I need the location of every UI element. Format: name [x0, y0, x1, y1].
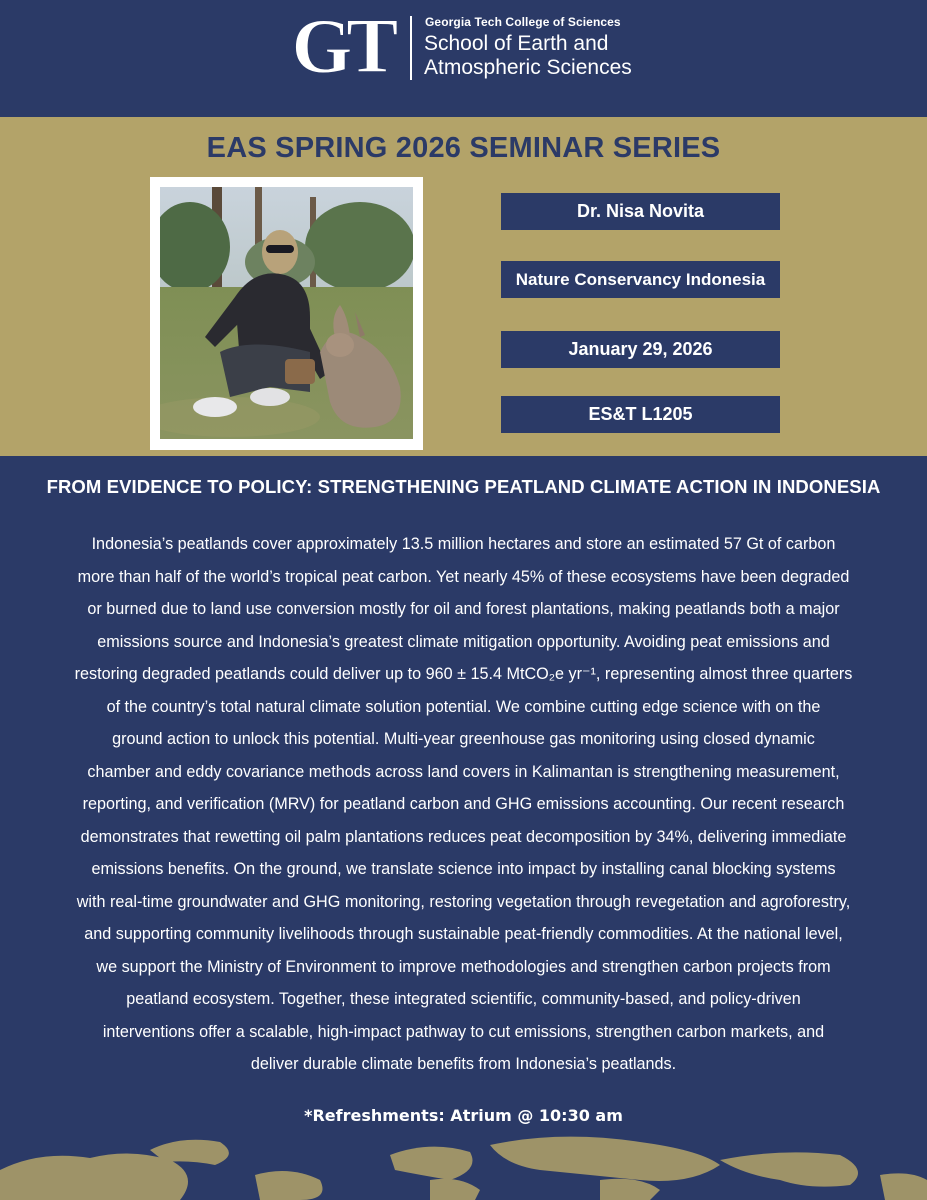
- abstract-line: and supporting community livelihoods through sustainable peat-friendly commodities. At the national level,: [84, 925, 843, 943]
- abstract-line: we support the Ministry of Environment to improve methodologies and strengthen carbon projects from: [96, 957, 831, 976]
- refreshments-note: *Refreshments: Atrium @ 10:30 am: [304, 1106, 623, 1125]
- abstract-line: peatland ecosystem. Together, these integrated scientific, community-based, and policy-driven: [126, 990, 801, 1008]
- abstract-line: deliver durable climate benefits from Indonesia’s peatlands.: [250, 1055, 677, 1073]
- talk-abstract: [8, 528, 919, 1081]
- abstract-line: Indonesia’s peatlands cover approximately 13.5 million hectares and store an estimated 57 Gt of carbon: [91, 535, 836, 553]
- abstract-line: emissions source and Indonesia’s greatest climate mitigation opportunity. Avoiding peat emissions and: [97, 632, 830, 651]
- series-title: EAS SPRING 2026 SEMINAR SERIES: [206, 132, 721, 164]
- header-banner: [0, 0, 927, 117]
- speaker-affiliation: Nature Conservancy Indonesia: [501, 261, 780, 298]
- abstract-line: more than half of the world’s tropical peat carbon. Yet nearly 45% of these ecosystems have been degraded: [77, 567, 850, 586]
- school-name-line2: Atmospheric Sciences: [424, 56, 632, 79]
- gt-logo-text: GT: [291, 12, 393, 84]
- abstract-line: ground action to unlock this potential. Multi-year greenhouse gas monitoring using closed dynamic: [112, 730, 815, 748]
- gt-logo: [283, 12, 401, 84]
- speaker-photo: [160, 187, 413, 439]
- abstract-line: restoring degraded peatlands could deliver up to 960 ± 15.4 MtCO₂e yr⁻¹, representing almost three quarters: [74, 665, 853, 683]
- world-map-graphic: [0, 1130, 927, 1200]
- talk-title: FROM EVIDENCE TO POLICY: STRENGTHENING PEATLAND CLIMATE ACTION IN INDONESIA: [46, 476, 881, 497]
- abstract-line: reporting, and verification (MRV) for peatland carbon and GHG emissions accounting. Our recent research: [82, 795, 845, 813]
- school-name-line1: School of Earth and: [424, 32, 609, 55]
- school-name: [424, 32, 632, 80]
- abstract-line: or burned due to land use conversion mostly for oil and forest plantations, making peatlands both a major: [87, 600, 840, 618]
- speaker-photo-frame: [150, 177, 423, 450]
- abstract-line: interventions offer a scalable, high-impact pathway to cut emissions, strengthen carbon markets, and: [102, 1022, 825, 1041]
- event-band: [0, 117, 927, 456]
- college-name: Georgia Tech College of Sciences: [425, 15, 621, 29]
- abstract-line: chamber and eddy covariance methods across land covers in Kalimantan is strengthening measurement,: [87, 762, 840, 781]
- event-date: January 29, 2026: [501, 331, 780, 368]
- abstract-line: of the country’s total natural climate solution potential. We combine cutting edge science with on the: [106, 697, 821, 716]
- logo-divider: [410, 16, 412, 80]
- event-room: ES&T L1205: [501, 396, 780, 433]
- abstract-line: demonstrates that rewetting oil palm plantations reduces peat decomposition by 34%, delivering immediate: [80, 827, 847, 846]
- abstract-line: with real-time groundwater and GHG monitoring, restoring vegetation through revegetation and agroforestry,: [76, 892, 851, 911]
- abstract-line: emissions benefits. On the ground, we translate science into impact by installing canal blocking systems: [91, 860, 836, 878]
- speaker-name: Dr. Nisa Novita: [501, 193, 780, 230]
